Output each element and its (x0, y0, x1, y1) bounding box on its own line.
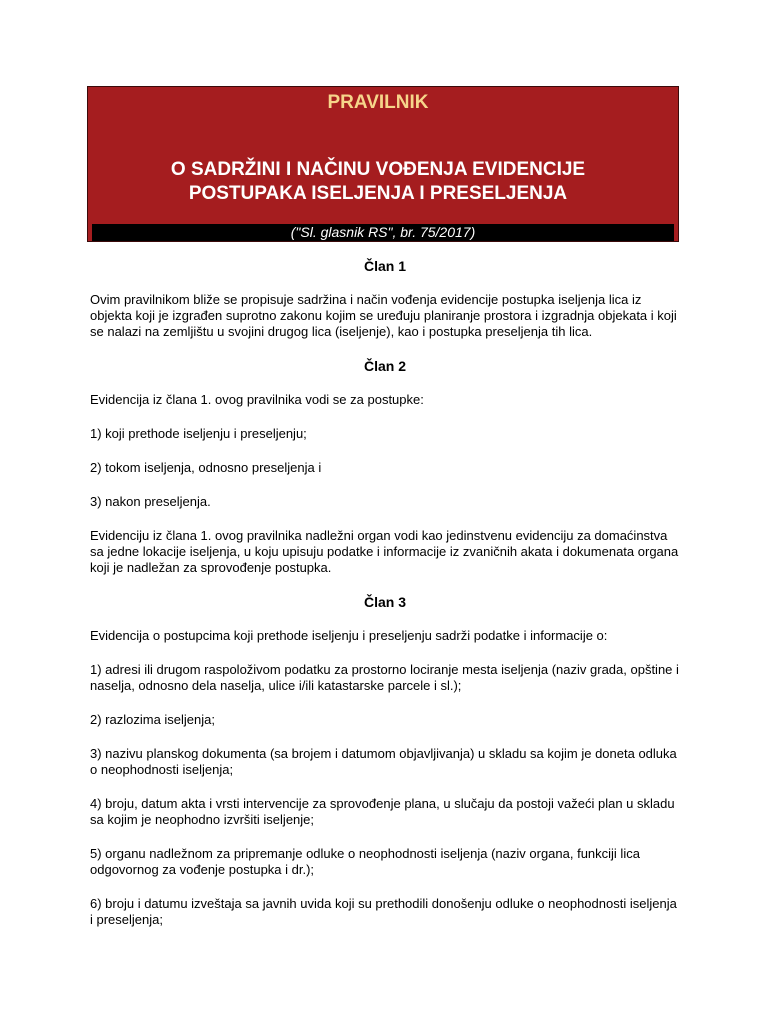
article-3-item-5: 5) organu nadležnom za pripremanje odluke o neophodnosti iseljenja (naziv organa, funkciji lica odgovornog za vođenje postupka i dr.); (90, 846, 640, 877)
article-3-intro: Evidencija o postupcima koji prethode iseljenju i preseljenju sadrži podatke i informacije o: (90, 628, 608, 643)
document-title: PRAVILNIK (327, 92, 429, 113)
article-3-heading: Član 3 (363, 594, 406, 610)
subtitle-line-2: POSTUPAKA ISELJENJA I PRESELJENJA (188, 183, 568, 204)
article-3-item-4: 4) broju, datum akta i vrsti intervencije za sprovođenje plana, u slučaju da postoji važeći plan u skladu sa kojim je neophodno izvršiti iseljenje; (90, 796, 675, 827)
subtitle-line-1: O SADRŽINI I NAČINU VOĐENJA EVIDENCIJE (170, 159, 586, 180)
gazette-reference: ("Sl. glasnik RS", br. 75/2017) (92, 224, 674, 241)
document-header (87, 86, 679, 242)
article-2-item-1: 1) koji prethode iseljenju i preseljenju; (90, 426, 307, 441)
document-subtitle (88, 158, 678, 206)
article-3-item-2: 2) razlozima iseljenja; (90, 712, 215, 727)
article-2-item-3: 3) nakon preseljenja. (90, 494, 211, 509)
article-2-item-2: 2) tokom iseljenja, odnosno preseljenja i (90, 460, 322, 475)
article-1-paragraph: Ovim pravilnikom bliže se propisuje sadržina i način vođenja evidencije postupka iseljenja lica iz objekta koji je izgrađen suprotno zakonu kojim se uređuju planiranje prostora i izgradnja objekata i koji se nalazi na zemljištu u svojini drugog lica (iseljenje), kao i postupka preseljenja tih lica. (90, 292, 677, 339)
article-2-intro: Evidencija iz člana 1. ovog pravilnika vodi se za postupke: (90, 392, 424, 407)
article-3-item-1: 1) adresi ili drugom raspoloživom podatku za prostorno lociranje mesta iseljenja (naziv grada, opštine i naselja, odnosno dela naselja, ulice i/ili katastarske parcele i sl.); (90, 662, 679, 693)
article-2-heading: Član 2 (363, 358, 406, 374)
article-2-paragraph: Evidenciju iz člana 1. ovog pravilnika nadležni organ vodi kao jedinstvenu evidenciju za domaćinstva sa jedne lokacije iseljenja, u koju upisuju podatke i informacije iz zvaničnih akata i dokumenata organa koji je nadležan za sprovođenje postupka. (90, 528, 679, 575)
article-3-item-3: 3) nazivu planskog dokumenta (sa brojem i datumom objavljivanja) u skladu sa kojim je doneta odluka o neophodnosti iseljenja; (90, 746, 677, 777)
document-body (90, 258, 680, 946)
article-3-item-6: 6) broju i datumu izveštaja sa javnih uvida koji su prethodili donošenju odluke o neophodnosti iseljenja i preseljenja; (90, 896, 677, 927)
article-1-heading: Član 1 (363, 258, 406, 274)
